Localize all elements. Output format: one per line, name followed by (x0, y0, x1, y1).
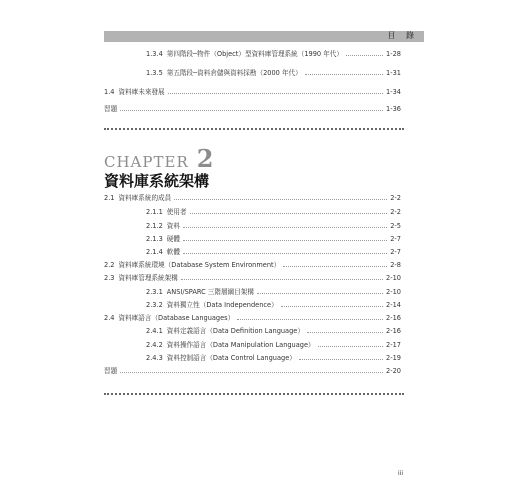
dot-leader (346, 55, 383, 56)
toc-title: 資料庫管理系統架構 (118, 274, 178, 282)
toc-page: 2-7 (390, 248, 401, 256)
toc-number: 2.1 (104, 194, 115, 202)
toc-page: 2-2 (390, 194, 401, 202)
section-divider (104, 393, 404, 395)
toc-number: 2.1.1 (146, 208, 163, 216)
toc-page: 2-20 (386, 367, 401, 375)
toc-number: 1.3.4 (146, 50, 163, 58)
chapter-word: CHAPTER (104, 153, 189, 171)
toc-title: 使用者 (166, 208, 187, 216)
toc-row-2-1-3[interactable] (146, 233, 401, 245)
toc-page: 2-5 (390, 222, 401, 230)
toc-number: 2.4 (104, 314, 115, 322)
toc-number: 2.4.3 (146, 354, 163, 362)
section-divider (104, 128, 404, 130)
toc-row-1-3-5[interactable] (146, 67, 401, 79)
dot-leader (257, 293, 383, 294)
toc-title: ANSI/SPARC 三階層綱目架構 (166, 288, 254, 296)
toc-number: 2.3.2 (146, 301, 163, 309)
header-bar (104, 31, 424, 42)
toc-title: 軟體 (166, 248, 180, 256)
dot-leader (190, 213, 388, 214)
toc-number: 1.3.5 (146, 69, 163, 77)
toc-number: 2.3.1 (146, 288, 163, 296)
dot-leader (299, 359, 383, 360)
dot-leader (183, 240, 387, 241)
toc-number: 2.4.2 (146, 341, 163, 349)
toc-title: 資料 (166, 222, 180, 230)
toc-row-2-4-2[interactable] (146, 339, 401, 351)
toc-title: 資料定義語言（Data Definition Language） (166, 327, 304, 335)
toc-title: 資料操作語言（Data Manipulation Language） (166, 341, 315, 349)
dot-leader (174, 199, 387, 200)
toc-row-2-4[interactable] (104, 312, 401, 324)
toc-title: 習題 (104, 105, 118, 113)
toc-page: 1-28 (386, 50, 401, 58)
toc-title: 第四階段─物件（Object）型資料庫管理系統（1990 年代） (166, 50, 343, 58)
toc-row-2-1-4[interactable] (146, 246, 401, 258)
toc-page: 1-36 (386, 105, 401, 113)
chapter-number: 2 (196, 144, 214, 173)
toc-number: 1.4 (104, 88, 115, 96)
dot-leader (120, 110, 383, 111)
toc-title: 硬體 (166, 235, 180, 243)
toc-row-2-3-1[interactable] (146, 286, 401, 298)
page-number: iii (398, 470, 404, 477)
dot-leader (305, 74, 383, 75)
toc-row-2-3[interactable] (104, 272, 401, 284)
toc-page: 1-31 (386, 69, 401, 77)
toc-row-exercises-2[interactable] (104, 365, 401, 377)
toc-title: 資料獨立性（Data Independence） (166, 301, 278, 309)
toc-title: 資料庫未來發展 (118, 88, 165, 96)
dot-leader (168, 93, 383, 94)
dot-leader (181, 279, 383, 280)
toc-title: 資料控制語言（Data Control Language） (166, 354, 296, 362)
chapter-label (104, 144, 213, 173)
dot-leader (183, 227, 387, 228)
dot-leader (120, 372, 383, 373)
toc-row-2-2[interactable] (104, 259, 401, 271)
toc-row-exercises-1[interactable] (104, 103, 401, 115)
toc-row-2-1[interactable] (104, 192, 401, 204)
toc-page: 2-19 (386, 354, 401, 362)
dot-leader (307, 332, 383, 333)
toc-page: 1-34 (386, 88, 401, 96)
toc-row-1-4[interactable] (104, 86, 401, 98)
toc-title: 資料庫語言（Database Languages） (118, 314, 235, 322)
toc-row-2-4-3[interactable] (146, 352, 401, 364)
toc-title: 習題 (104, 367, 118, 375)
toc-page: 2-8 (390, 261, 401, 269)
toc-page: 2-17 (386, 341, 401, 349)
toc-number: 2.1.2 (146, 222, 163, 230)
dot-leader (318, 346, 383, 347)
toc-page: 2-7 (390, 235, 401, 243)
toc-page: 2-14 (386, 301, 401, 309)
toc-page: 2-16 (386, 314, 401, 322)
toc-number: 2.1.3 (146, 235, 163, 243)
toc-page: 2-2 (390, 208, 401, 216)
toc-row-2-4-1[interactable] (146, 325, 401, 337)
toc-number: 2.4.1 (146, 327, 163, 335)
header-title: 目 錄 (387, 31, 418, 40)
toc-title: 資料庫系統的成員 (118, 194, 172, 202)
toc-row-2-1-1[interactable] (146, 206, 401, 218)
toc-row-2-1-2[interactable] (146, 220, 401, 232)
dot-leader (281, 306, 383, 307)
toc-number: 2.3 (104, 274, 115, 282)
dot-leader (237, 319, 383, 320)
toc-title: 第五階段─資料倉儲與資料採勘（2000 年代） (166, 69, 302, 77)
chapter-title: 資料庫系統架構 (104, 172, 210, 190)
toc-number: 2.1.4 (146, 248, 163, 256)
toc-title: 資料庫系統環境（Database System Environment） (118, 261, 281, 269)
toc-page: 2-16 (386, 327, 401, 335)
toc-page: 2-10 (386, 288, 401, 296)
dot-leader (283, 266, 387, 267)
toc-row-1-3-4[interactable] (146, 48, 401, 60)
dot-leader (183, 253, 387, 254)
toc-number: 2.2 (104, 261, 115, 269)
toc-page: 2-10 (386, 274, 401, 282)
toc-row-2-3-2[interactable] (146, 299, 401, 311)
